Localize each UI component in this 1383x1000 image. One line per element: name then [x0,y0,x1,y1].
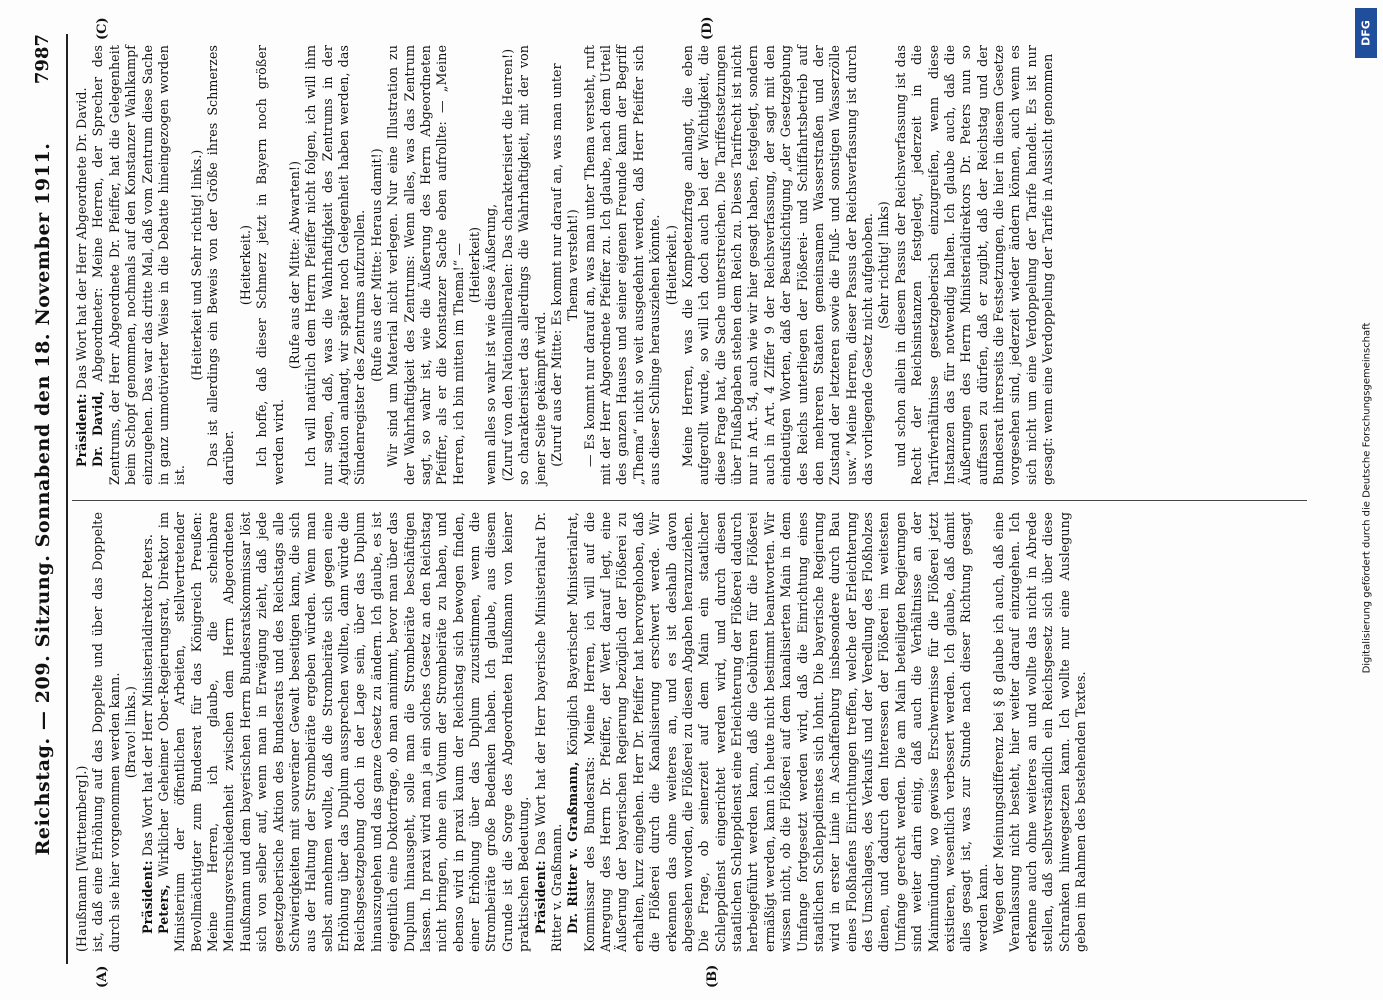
interjection: (Bravo! links.) [123,685,139,779]
paragraph: Wir sind um Material nicht verlegen. Nur eine Illustration zu der Wahrhaftigkeit des Zentrums: Wenn alles, was das Zentrum sagt, so wahr ist, wie die Äußerung des Herrn Abgeordneten Pfeiffer, als er die Konstanzer Sache eben aufrollte: — „Meine Herren, ich bin mitten im Thema!“ — [385,45,466,485]
digitization-sidebar [1355,8,1379,988]
digitization-credit: Digitalisierung gefördert durch die Deutsche Forschungsgemeinschaft [1361,322,1373,674]
speaker-name: Peters, [155,884,171,934]
speaker-name: Präsident: [74,393,89,467]
interjection: (Heiterkeit und Sehr richtig! links.) [188,149,204,381]
paragraph: wenn alles so wahr ist wie diese Äußerung, [483,203,499,485]
paragraph: — Es kommt nur darauf an, was man unter Thema versteht, ruft mit der Herr Abgeordnete Pfeiffer zu. Ich glaube, nach dem Urteil des ganzen Hauses und seiner eigenen Freunde kann der Begriff „Thema“ nicht so weit ausgedehnt werden, daß Herr Pfeiffer sich aus dieser Schlinge herausziehen könnte. [581,45,663,485]
page-header [30,34,66,964]
interjection: (Heiterkeit.) [663,224,679,306]
paragraph: Ich will natürlich dem Herrn Pfeiffer nicht folgen, ich will ihm nur sagen, daß, was die Wahrhaftigkeit des Zentrums in der Agitation anlangt, wir später noch Gelegenheit haben werden, das Sündenregister des Zentrums aufzurollen. [303,45,368,485]
interjection: (Rufe aus der Mitte: Heraus damit!) [368,148,384,382]
speaker-name: Dr. David, [90,391,106,467]
paragraph: Ich hoffe, daß dieser Schmerz jetzt in Bayern noch größer werden wird. [254,45,286,485]
interjection: (Sehr richtig! links) [876,201,892,329]
dfg-logo [1355,8,1377,58]
page-number: 7987 [32,34,53,85]
paragraph: so charakterisiert das allerdings die Wahrhaftigkeit, mit der von jener Seite gekämpft wird. [516,45,548,485]
paragraph: Dr. David, Abgeordneter: Meine Herren, der Sprecher des Zentrums, der Herr Abgeordnete Dr. Pfeiffer, hat die Gelegenheit beim Schopf genommen, nochmals auf den Konstanzer Wahlkampf einzugehen. Das war das dritte Mal, daß vom Zentrum diese Sache in ganz unmotivierter Weise in die Debatte hineingezogen worden ist. [90,45,188,485]
paragraph: Dr. Ritter v. Graßmann, Königlich Bayerischer Ministerialrat, Kommissar des Bundesrats: Meine Herren, ich will auf die Anregung des Herrn Dr. Pfeiffer, der Wert darauf legt, eine Äußerung der bayerischen Regierung bezüglich der Flößerei zu erhalten, kurz eingehen. Herr Dr. Pfeiffer hat hervorgehoben, daß die Flößerei durch die Kanalisierung erschwert werde. Wir erkennen das ohne weiteres an, und es ist deshalb davon abgesehen worden, die Flößerei zu diesen Abgaben heranzuziehen. Die Frage, ob seinerzeit auf dem Main ein staatlicher Schleppdienst eingerichtet werden wird, und durch diesen staatlichen Schleppdienst eine Erleichterung der Flößerei dadurch herbeigeführt werden kann, daß die Gebühren für die Flößerei ermäßigt werden, kann ich heute nicht bestimmt beantworten. Wir wissen nicht, ob die Flößerei auf dem kanalisierten Main in dem Umfange fortgesetzt werden wird, daß die Einrichtung eines staatlichen Schleppdienstes sich lohnt. Die bayerische Regierung wird in erster Linie in Aschaffenburg insbesondere durch Bau eines Floßhafens Einrichtungen treffen, welche der Erleichterung des Umschlages, des Verkaufs und der Veredlung des Floßholzes dienen, und dadurch den Interessen der Flößerei im weitesten Umfange gerecht werden. Die am Main beteiligten Regierungen sind weiter darin einig, daß auch die Verhältnisse an der Mainmündung, wo gewisse Erschwernisse für die Flößerei jetzt existieren, wesentlich verbessert werden. Ich glaube, daß damit alles gesagt ist, was zur Stunde nach dieser Richtung gesagt werden kann. [565,512,990,952]
paragraph: Wegen der Meinungsdifferenz bei § 8 glaube ich auch, daß eine Veranlassung nicht besteht, hier weiter darauf einzugehen. Ich erkenne auch ohne weiteres an und wollte das nicht in Abrede stellen, daß selbstverständlich ein Reichsgesetz sich über diese Schranken hinwegsetzen kann. Ich wollte nur eine Auslegung geben im Rahmen des bestehenden Textes. [991,512,1088,952]
margin-marker-d: (D) [700,16,715,40]
speaker-name: Präsident: [139,860,155,934]
interjection: (Zuruf von den Nationalliberalen: Das charakterisiert die Herren!) [499,48,515,482]
dfg-logo-text: DFG [1359,20,1373,46]
header-title: Reichstag. — 209. Sitzung. Sonnabend den 18. November 1911. [32,142,54,856]
speaker-name: Präsident: [532,860,548,934]
interjection: (Heiterkeit.) [237,224,253,306]
column-divider [72,500,1307,501]
paragraph: ist, daß eine Erhöhung auf das Doppelte und über das Doppelte durch sie hier vorgenommen werden kann. [90,512,122,952]
margin-marker-b: (B) [705,964,720,988]
paragraph: Präsident: Das Wort hat der Herr Abgeordnete Dr. David. [74,87,89,467]
paragraph: Meine Herren, was die Kompetenzfrage anlangt, die eben aufgerollt wurde, so will ich doch auch bei der Wichtigkeit, die diese Frage hat, die Sache unterstreichen. Die Tariffestsetzungen über Flußabgaben stehen dem Reich zu. Dieses Tarifrecht ist nicht nur in Art. 54, auch wie wir hier gesagt haben, festgelegt, sondern auch in Art. 4 Ziffer 9 der Reichsverfassung, der sagt mit den eindeutigen Worten, daß der Beaufsichtigung „der Gesetzgebung des Reichs unterliegen der Flößerei- und Schiffahrtsbetrieb auf den mehreren Staaten gemeinsamen Wasserstraßen und der Zustand der letzteren sowie die Fluß- und sonstigen Wasserzölle usw.“ Meine Herren, dieser Passus der Reichsverfassung ist durch das vorliegende Gesetz nicht aufgehoben. [679,45,875,485]
interjection: (Rufe aus der Mitte: Abwarten!) [286,160,302,370]
paragraph: Das ist allerdings ein Beweis von der Größe ihres Schmerzes darüber. [205,45,237,485]
paragraph: (Haußmann [Württemberg].) [74,765,89,952]
paragraph: Peters, Wirklicher Geheimer Ober-Regierungsrat, Direktor im Ministerium der öffentlichen Arbeiten, stellvertretender Bevollmächtigter zum Bundesrat für das Königreich Preußen: Meine Herren, ich glaube, die scheinbare Meinungsverschiedenheit zwischen dem Herrn Abgeordneten Haußmann und dem bayerischen Herrn Bundesratskommissar löst sich von selber auf, wenn man in Erwägung zieht, daß jede gesetzgeberische Aktion des Bundesrats und des Reichstags alle Schwierigkeiten mit souveräner Gewalt beseitigen kann, die sich aus der Haltung der Strombeiräte ergeben würden. Wenn man selbst annehmen wollte, daß die Strombeiräte sich gegen eine Erhöhung über das Duplum aussprechen wollten, dann würde die Reichsgesetzgebung doch in der Lage sein, über das Duplum hinauszugehen und das ganze Gesetz zu ändern. Ich glaube, es ist eigentlich eine Doktorfrage, ob man annimmt, bevor man über das Duplum hinausgeht, solle man die Strombeiräte beschäftigen lassen. In praxi wird man ja ein solches Gesetz an den Reichstag nicht bringen, ohne ein Votum der Strombeiräte zu haben, und ebenso wird in praxi kaum der Reichstag sich bewogen finden, einer Erhöhung über das Duplum zuzustimmen, wenn die Strombeiräte große Bedenken haben. Ich glaube, aus diesem Grunde ist die Sorge des Abgeordneten Haußmann von keiner praktischen Bedeutung. [155,512,532,952]
paragraph: Präsident: Das Wort hat der Herr bayerische Ministerialrat Dr. Ritter v. Graßmann. [532,512,564,952]
paragraph: Präsident: Das Wort hat der Herr Ministerialdirektor Peters. [139,534,155,934]
left-column [74,512,1089,952]
margin-marker-c: (C) [95,17,110,40]
interjection: (Heiterkeit) [467,226,482,304]
paragraph: und schon allein in diesem Passus der Reichsverfassung ist das Recht der Reichsinstanzen festgelegt, jederzeit in die Tarifverhältnisse gesetzgeberisch einzugreifen, wenn diese Instanzen das für notwendig halten. Ich glaube auch, daß die Äußerungen des Herrn Ministerialdirektors Dr. Peters nun so auffassen zu dürfen, daß er zugibt, daß der Reichstag und der Bundesrat ihrerseits die Festsetzungen, die hier in diesem Gesetze vorgesehen sind, jederzeit wieder ändern können, auch wenn es sich nicht um eine Verdoppelung der Tarife handelt. Es ist nur gesagt: wenn eine Verdoppelung der Tarife in Aussicht genommen [892,45,1056,485]
margin-marker-a: (A) [95,965,110,988]
right-column [74,45,1057,485]
speaker-name: Dr. Ritter v. Graßmann, [565,761,581,934]
interjection: (Zuruf aus der Mitte: Es kommt nur darauf an, was man unter Thema versteht!) [548,63,581,467]
header-rule [66,34,68,964]
